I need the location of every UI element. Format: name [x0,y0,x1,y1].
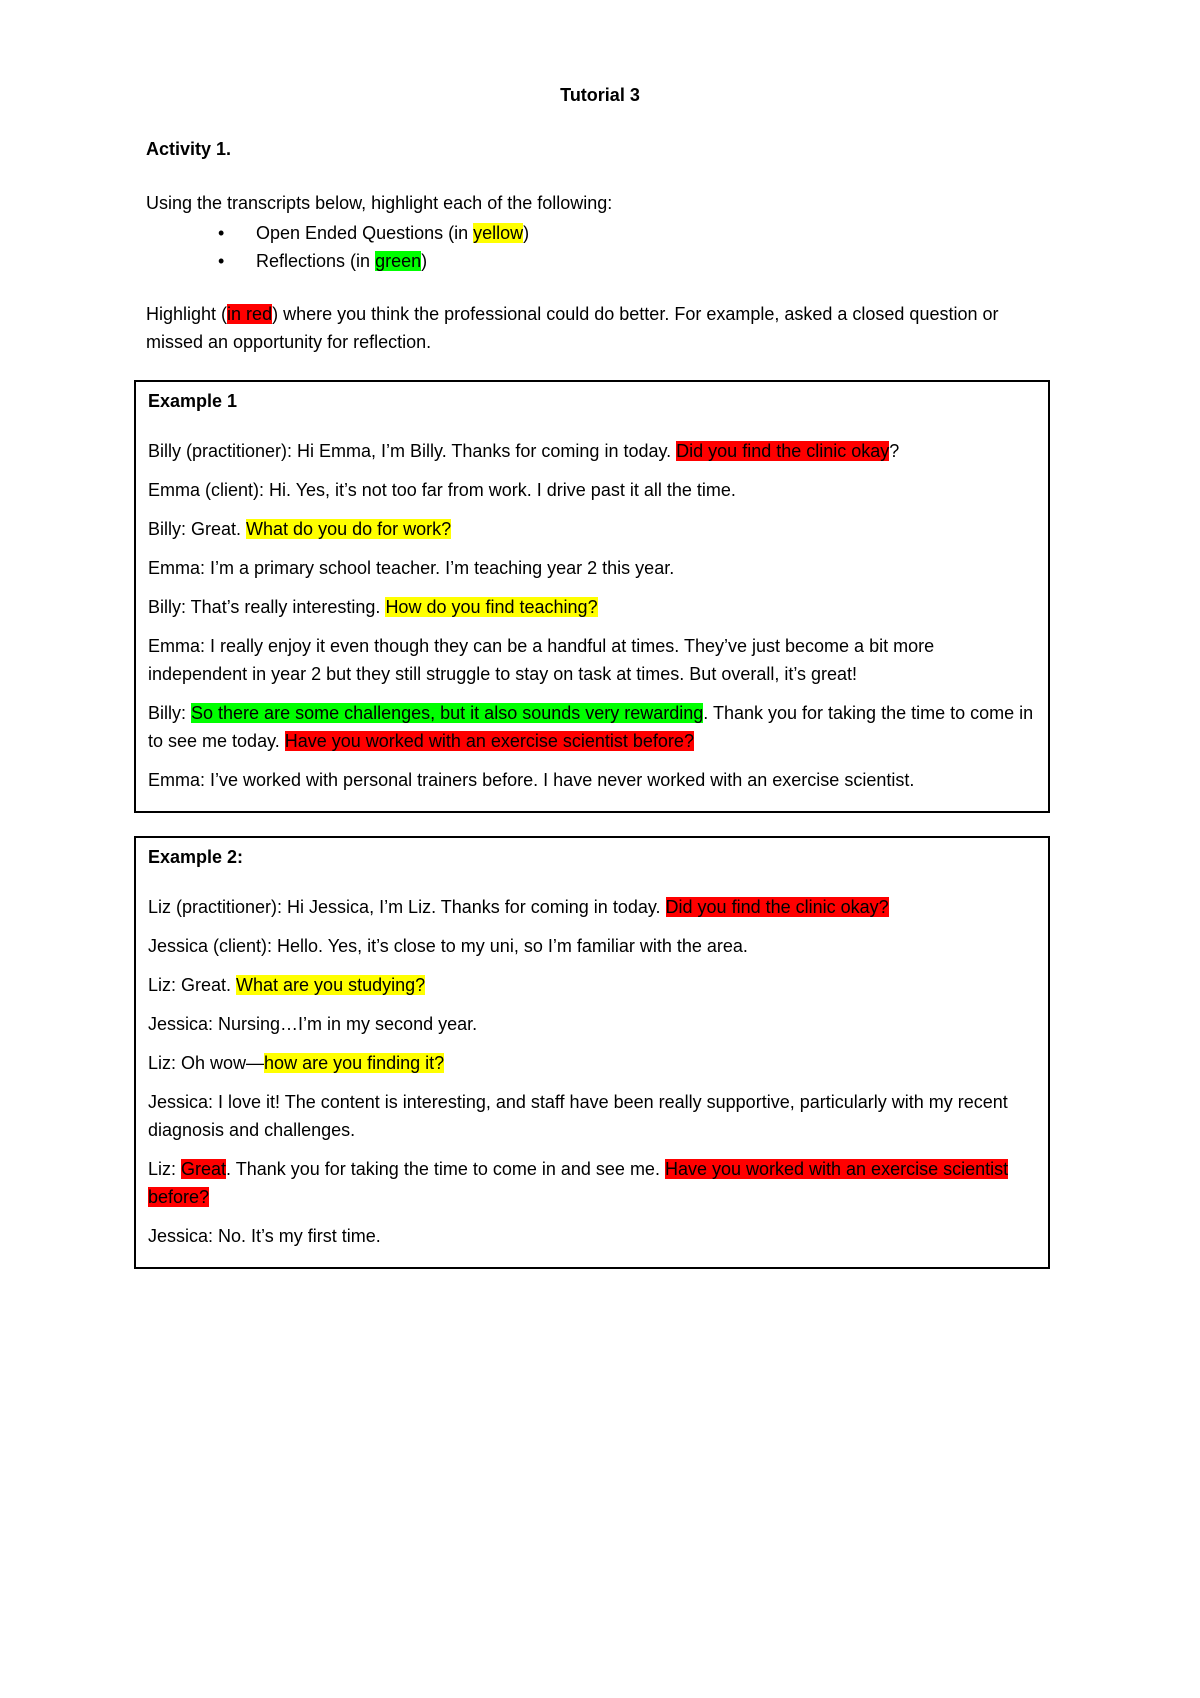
transcript-line [148,632,1036,688]
legend-item-text: Open Ended Questions (in [256,223,474,243]
transcript-text: Liz (practitioner): Hi Jessica, I’m Liz. Thanks for coming in today. [148,897,666,917]
transcript-line [148,593,1036,621]
highlight-red: Great [181,1159,227,1179]
highlight-yellow: yellow [473,223,524,243]
transcript-line [148,1155,1036,1211]
transcript-text: Jessica: I love it! The content is interesting, and staff have been really supportive, particularly with my recent diagnosis and challenges. [148,1092,1008,1140]
note-text: ) where you think the professional could do better. For example, asked a closed question or missed an opportunity for reflection. [146,304,999,352]
highlight-red-note [146,300,1046,356]
example-1-heading: Example 1 [148,391,238,411]
transcript-text: Jessica: No. It’s my first time. [148,1226,381,1246]
example-1-transcript [148,437,1036,794]
highlight-red: in red [227,304,273,324]
transcript-line [148,1049,1036,1077]
transcript-line [148,1010,1036,1038]
transcript-line [148,1088,1036,1144]
transcript-text: Jessica (client): Hello. Yes, it’s close to my uni, so I’m familiar with the area. [148,936,748,956]
example-2-transcript [148,893,1036,1250]
transcript-text: Emma: I’ve worked with personal trainers before. I have never worked with an exercise scientist. [148,770,915,790]
transcript-line [148,554,1036,582]
transcript-text: ? [889,441,900,461]
page-title: Tutorial 3 [560,85,640,105]
transcript-text: Emma (client): Hi. Yes, it’s not too far from work. I drive past it all the time. [148,480,736,500]
highlight-yellow: How do you find teaching? [385,597,598,617]
highlight-yellow: What are you studying? [236,975,426,995]
legend-item-open-questions [146,219,1046,247]
note-text: Highlight ( [146,304,228,324]
highlight-red: Have you worked with an exercise scientist before? [148,1159,1009,1207]
transcript-line [148,699,1036,755]
highlight-green: So there are some challenges, but it also sounds very rewarding [191,703,704,723]
highlight-red: Did you find the clinic okay? [665,897,889,917]
transcript-text: . Thank you for taking the time to come in and see me. [226,1159,665,1179]
transcript-text: Billy: That’s really interesting. [148,597,386,617]
transcript-line [148,766,1036,794]
highlight-green: green [375,251,422,271]
transcript-line [148,437,1036,465]
activity-heading: Activity 1. [146,139,232,159]
highlight-yellow: how are you finding it? [264,1053,445,1073]
transcript-line [148,932,1036,960]
transcript-text: Emma: I really enjoy it even though they can be a handful at times. They’ve just become a bit more independent in year 2 but they still struggle to stay on task at times. But overall, it’s great! [148,636,935,684]
transcript-text: Liz: Oh wow— [148,1053,265,1073]
transcript-text: Billy: Great. [148,519,247,539]
example-1-box [134,380,1050,813]
transcript-text: Liz: [148,1159,182,1179]
highlight-legend-list [146,219,1046,275]
transcript-text: Liz: Great. [148,975,237,995]
intro-text: Using the transcripts below, highlight each of the following: [146,193,613,213]
highlight-red: Did you find the clinic okay [676,441,890,461]
transcript-text: Billy (practitioner): Hi Emma, I’m Billy. Thanks for coming in today. [148,441,677,461]
legend-item-reflections [146,247,1046,275]
transcript-text: Jessica: Nursing…I’m in my second year. [148,1014,478,1034]
highlight-yellow: What do you do for work? [246,519,452,539]
transcript-line [148,476,1036,504]
instructions [146,190,1046,275]
legend-item-text: ) [523,223,530,243]
transcript-line [148,893,1036,921]
legend-item-text: Reflections (in [256,251,376,271]
transcript-text: Emma: I’m a primary school teacher. I’m teaching year 2 this year. [148,558,675,578]
example-2-box [134,836,1050,1269]
highlight-red: Have you worked with an exercise scientist before? [284,731,694,751]
transcript-text: . Thank you for taking the time to come in to see me today. [148,703,1034,751]
transcript-line [148,971,1036,999]
legend-item-text: ) [421,251,428,271]
transcript-text: Billy: [148,703,192,723]
transcript-line [148,1222,1036,1250]
example-2-heading: Example 2: [148,847,244,867]
transcript-line [148,515,1036,543]
